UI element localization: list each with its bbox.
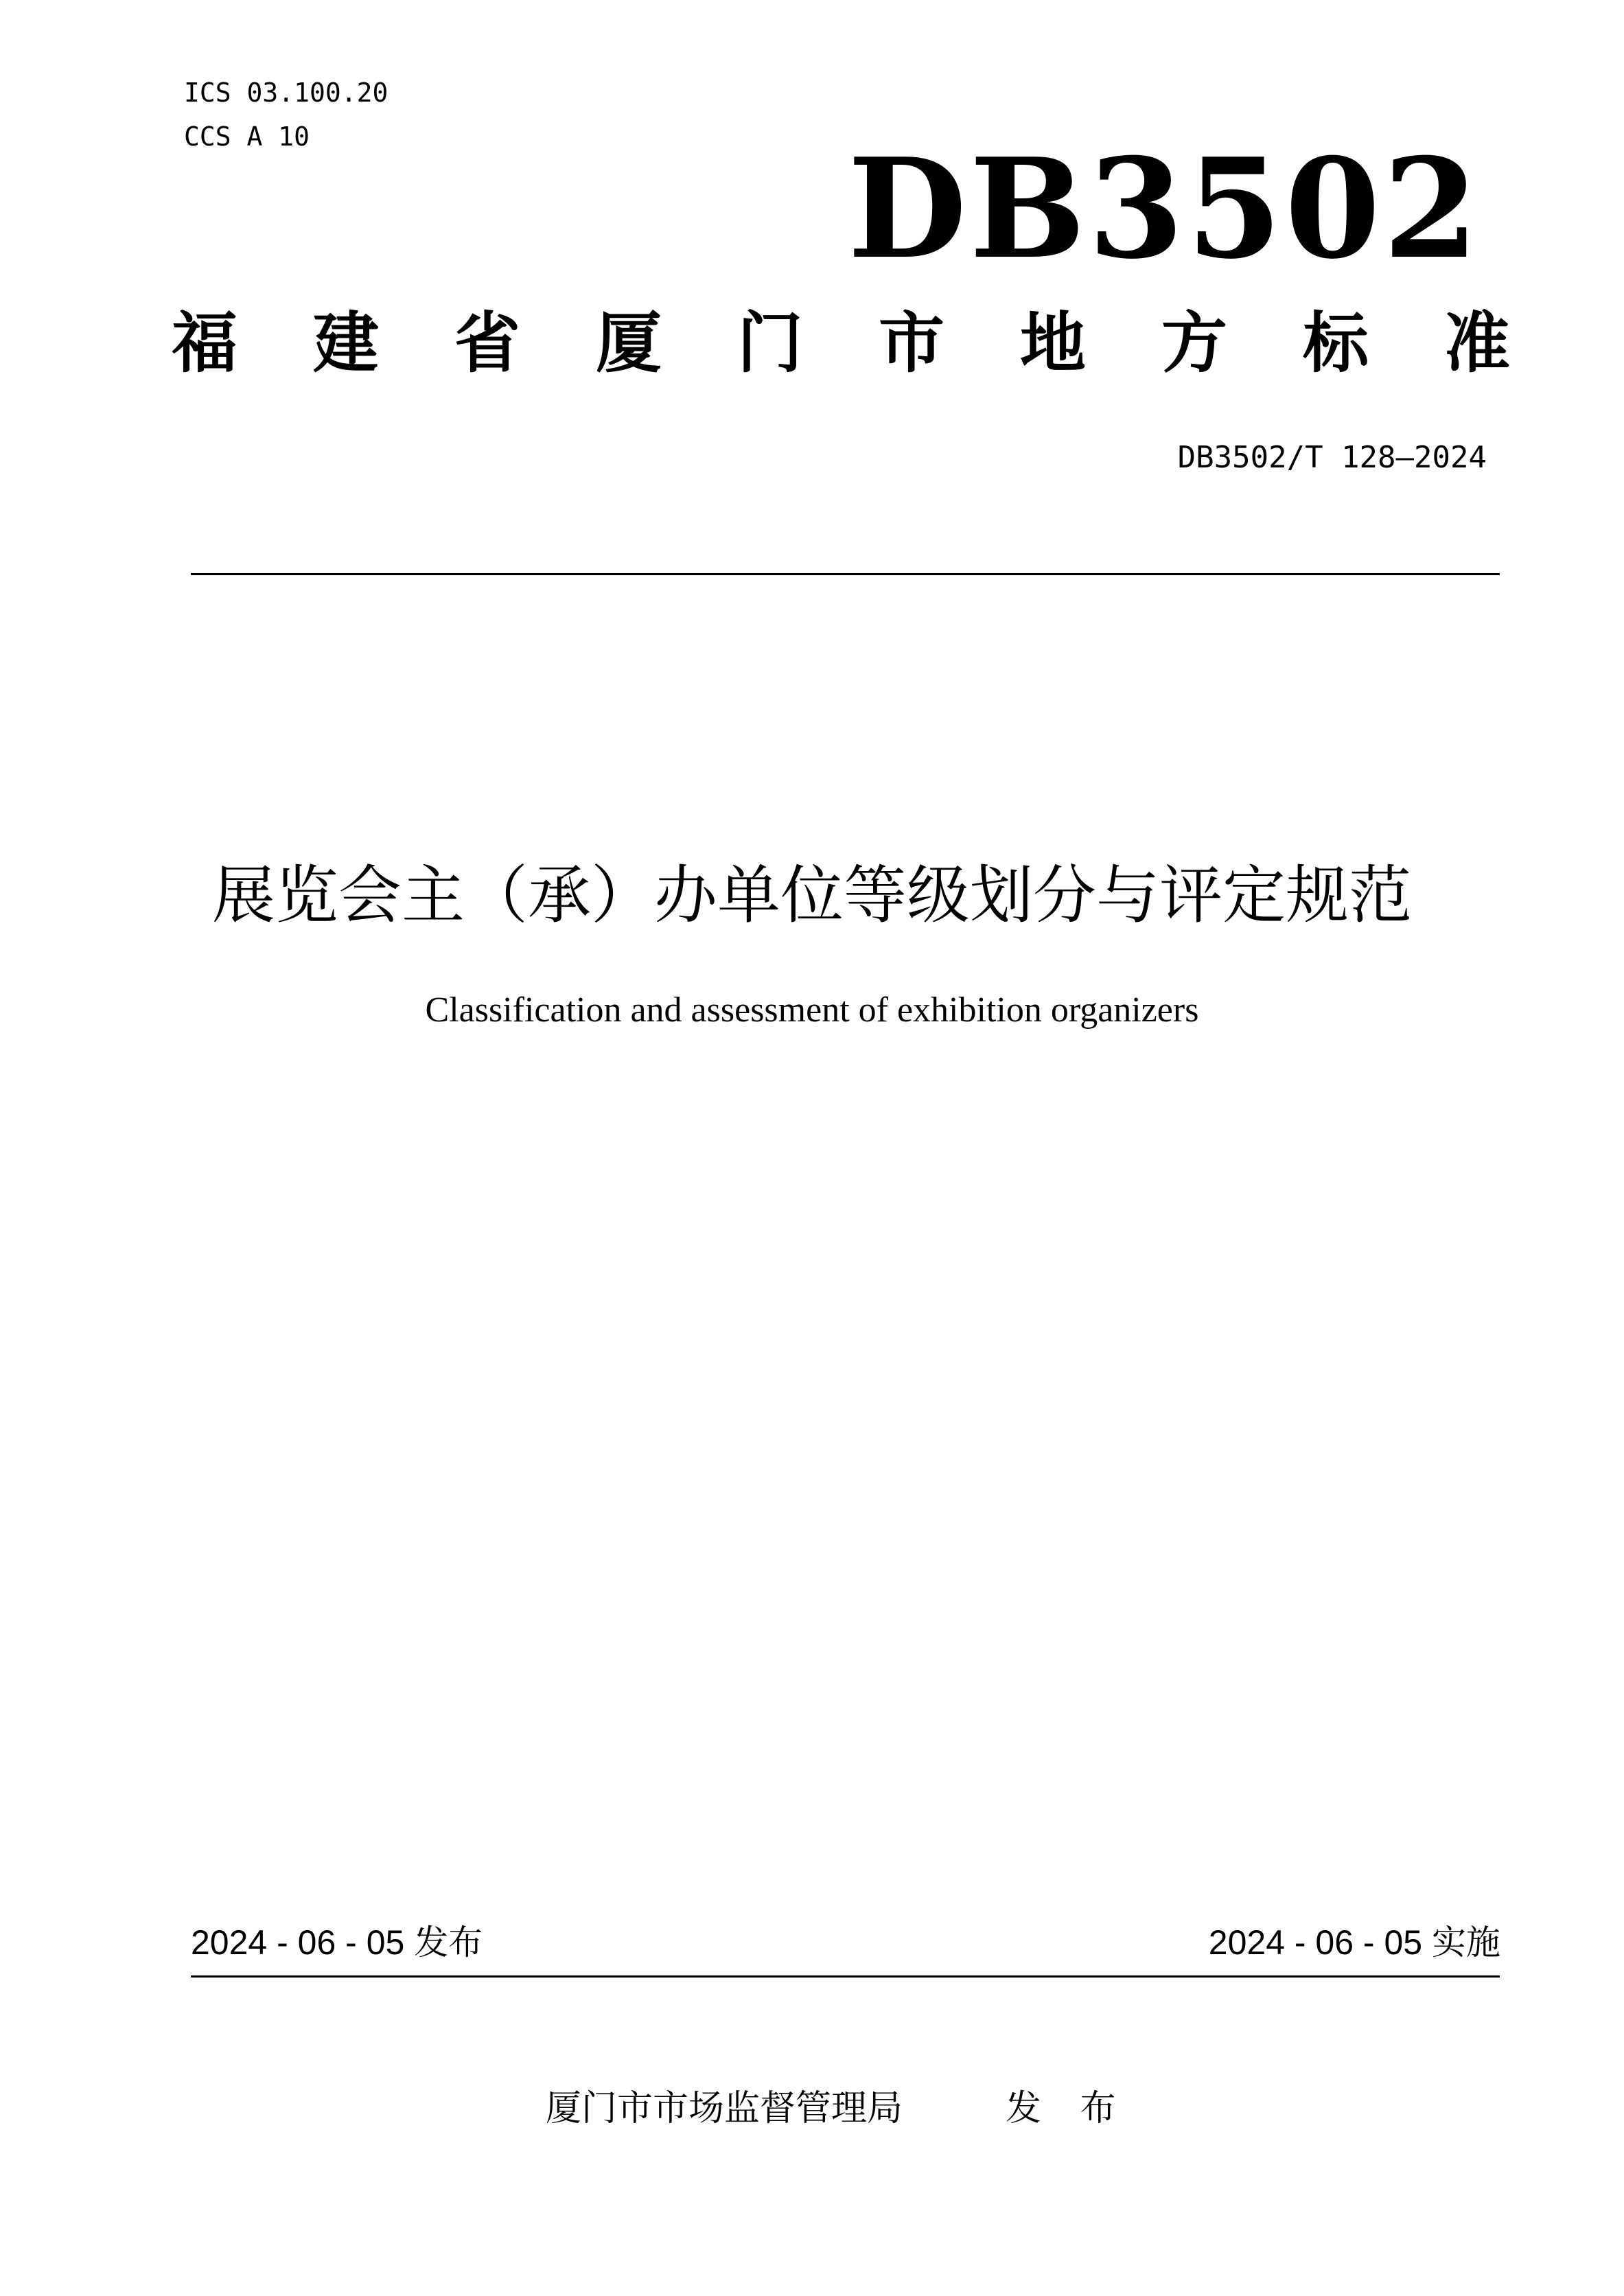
ics-code: ICS 03.100.20 (184, 78, 388, 108)
standard-type-char: 厦 (596, 305, 662, 382)
document-title-chinese: 展览会主（承）办单位等级划分与评定规范 (211, 859, 1412, 932)
publisher-name: 厦门市市场监督管理局 (546, 2088, 903, 2129)
bottom-divider (191, 1975, 1500, 1978)
standard-type-char: 省 (454, 305, 520, 382)
standard-type-char: 建 (313, 305, 379, 382)
standard-logo: DB3502 (848, 128, 1482, 290)
standard-type-char: 市 (879, 305, 944, 382)
implementation-date: 2024 - 06 - 05 实施 (1208, 1923, 1500, 1962)
standard-type-title (172, 305, 1510, 381)
publisher-action: 发 布 (1006, 2088, 1130, 2129)
standard-type-char: 方 (1161, 305, 1227, 382)
standard-type-char: 标 (1303, 305, 1369, 382)
standard-number: DB3502/T 128—2024 (1177, 440, 1487, 475)
document-title-english: Classification and assessment of exhibition organizers (425, 990, 1199, 1030)
standard-type-char: 福 (172, 305, 237, 382)
standard-type-char: 准 (1444, 305, 1510, 382)
issue-date: 2024 - 06 - 05 发布 (191, 1923, 483, 1962)
standard-type-char: 门 (737, 305, 803, 382)
ccs-code: CCS A 10 (184, 121, 310, 152)
standard-type-char: 地 (1020, 305, 1086, 382)
top-divider (191, 573, 1500, 575)
